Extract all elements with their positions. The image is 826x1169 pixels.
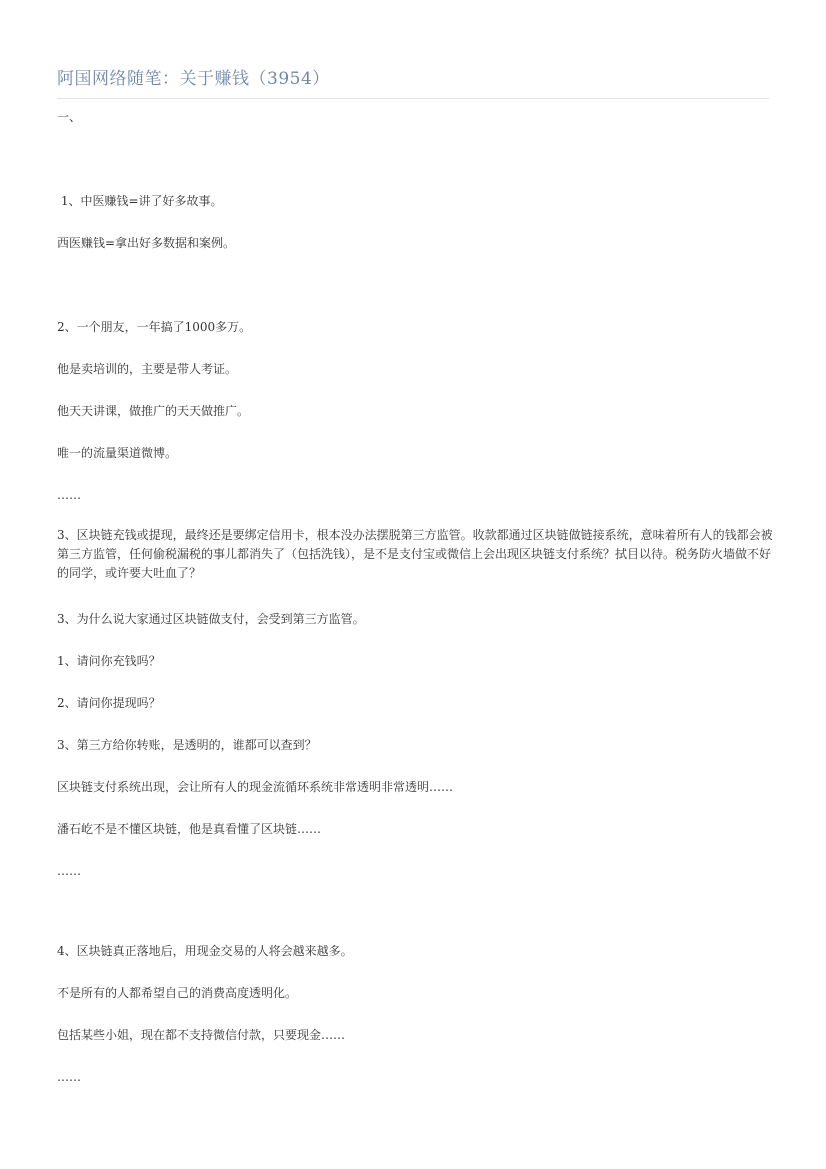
article-title: 阿国网络随笔：关于赚钱（3954）	[57, 69, 330, 89]
ellipsis-line: ……	[57, 1070, 81, 1084]
paragraph: 唯一的流量渠道微博。	[57, 446, 178, 460]
paragraph: 4、区块链真正落地后，用现金交易的人将会越来越多。	[57, 944, 353, 958]
paragraph: 区块链支付系统出现，会让所有人的现金流循环系统非常透明非常透明……	[57, 780, 454, 794]
paragraph: 3、为什么说大家通过区块链做支付，会受到第三方监管。	[57, 612, 365, 626]
title-divider	[57, 98, 769, 99]
paragraph: 一、	[57, 110, 82, 124]
ellipsis-line: ……	[57, 488, 81, 502]
paragraph: 1、中医赚钱=讲了好多故事。	[57, 194, 223, 208]
paragraph: 他是卖培训的，主要是带人考证。	[57, 362, 238, 376]
paragraph: 1、请问你充钱吗？	[57, 654, 161, 668]
paragraph: 他天天讲课，做推广的天天做推广。	[57, 404, 250, 418]
paragraph: 不是所有的人都希望自己的消费高度透明化。	[57, 986, 298, 1000]
paragraph: 西医赚钱=拿出好多数据和案例。	[57, 236, 236, 250]
paragraph: 3、第三方给你转账，是透明的，谁都可以查到？	[57, 738, 317, 752]
paragraph: 包括某些小姐，现在都不支持微信付款，只要现金……	[57, 1028, 346, 1042]
paragraph: 3、区块链充钱或提现，最终还是要绑定信用卡，根本没办法摆脱第三方监管。收款都通过区块链做链接系统，意味着所有人的钱都会被第三方监管，任何偷税漏税的事儿都消失了（包括洗钱），是不是支付宝或微信上会出现区块链支付系统？拭目以待。税务防火墙做不好的同学，或许要大吐血了？	[57, 528, 773, 580]
paragraph: 2、一个朋友，一年搞了1000多万。	[57, 320, 252, 334]
ellipsis-line: ……	[57, 864, 81, 878]
paragraph: 潘石屹不是不懂区块链，他是真看懂了区块链……	[57, 822, 322, 836]
paragraph: 2、请问你提现吗？	[57, 696, 161, 710]
